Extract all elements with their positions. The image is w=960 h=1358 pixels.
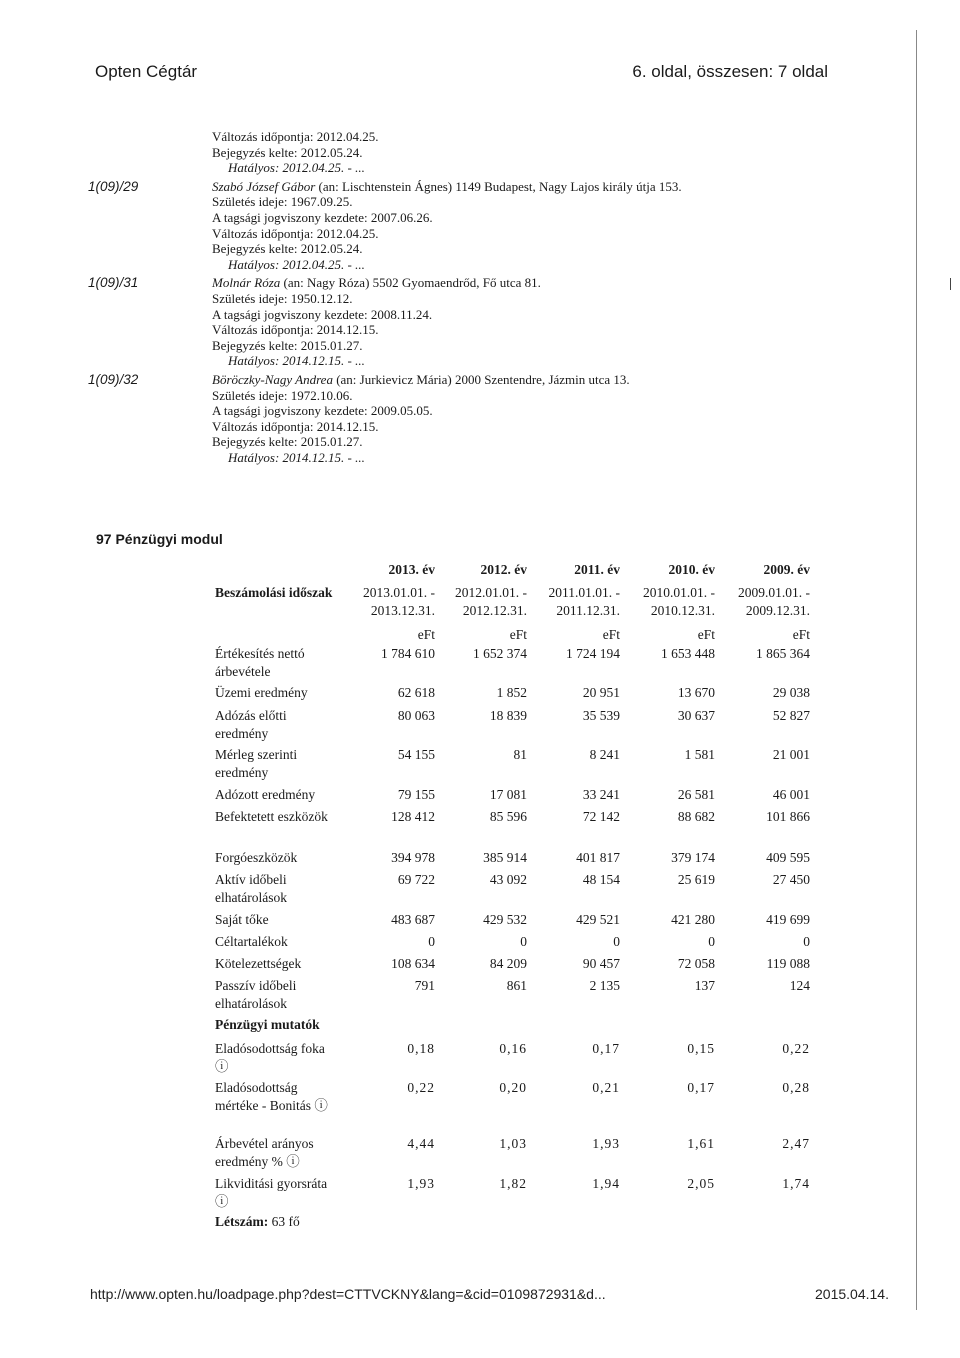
- period-to: 2011.12.31.: [556, 603, 620, 618]
- member-entry: [0, 179, 900, 273]
- year-header: 2011. év: [574, 562, 620, 577]
- row-value: 0,28: [782, 1080, 810, 1095]
- period-from: 2013.01.01. -: [363, 585, 435, 600]
- row-label: Adózott eredmény: [215, 787, 316, 802]
- entry-line: Bejegyzés kelte: 2015.01.27.: [212, 337, 363, 353]
- row-label: Saját tőke: [215, 912, 269, 927]
- row-value: 861: [506, 978, 527, 993]
- row-value: 46 001: [772, 787, 810, 802]
- row-value: 483 687: [391, 912, 435, 927]
- row-value: 21 001: [772, 747, 810, 762]
- row-label: Értékesítés nettó árbevétele: [215, 646, 305, 679]
- mutatok-title: Pénzügyi mutatók: [215, 1017, 320, 1032]
- row-value: 1 653 448: [661, 646, 715, 661]
- year-header: 2012. év: [480, 562, 527, 577]
- row-value: 1 581: [684, 747, 715, 762]
- member-details: (an: Jurkievicz Mária) 2000 Szentendre, Jázmin utca 13.: [332, 371, 630, 387]
- period-from: 2012.01.01. -: [455, 585, 527, 600]
- entry-line: A tagsági jogviszony kezdete: 2007.06.26.: [212, 209, 433, 225]
- row-label: Adózás előtti eredmény: [215, 708, 287, 741]
- row-value: 108 634: [391, 956, 435, 971]
- entry-line: Születés ideje: 1967.09.25.: [212, 194, 353, 210]
- row-value: 0: [803, 934, 810, 949]
- entry-code: 1(09)/32: [88, 371, 139, 387]
- period-to: 2012.12.31.: [462, 603, 527, 618]
- row-value: 25 619: [677, 872, 715, 887]
- row-value: 421 280: [671, 912, 715, 927]
- unit-label: eFt: [697, 627, 715, 642]
- unit-label: eFt: [417, 627, 435, 642]
- row-value: 88 682: [677, 809, 715, 824]
- row-value: 379 174: [671, 850, 715, 865]
- unit-label: eFt: [509, 627, 527, 642]
- entry-code: 1(09)/31: [88, 275, 139, 291]
- row-value: 1,74: [782, 1176, 810, 1191]
- row-value: 419 699: [766, 912, 810, 927]
- row-value: 90 457: [582, 956, 620, 971]
- row-label: Aktív időbeli elhatárolások: [215, 872, 287, 905]
- period-to: 2010.12.31.: [650, 603, 715, 618]
- section-title: 97 Pénzügyi modul: [96, 531, 223, 547]
- row-value: 394 978: [391, 850, 435, 865]
- row-value: 385 914: [483, 850, 527, 865]
- footer-date: 2015.04.14.: [815, 1286, 889, 1302]
- row-value: 1,82: [499, 1176, 527, 1191]
- row-label: Passzív időbeli elhatárolások: [215, 978, 297, 1011]
- member-entry: [0, 275, 900, 369]
- row-value: 0,16: [499, 1041, 527, 1056]
- row-value: 72 142: [582, 809, 620, 824]
- row-value: 429 521: [576, 912, 620, 927]
- entry-line: Változás időpontja: 2012.04.25.: [212, 225, 379, 241]
- row-value: 48 154: [582, 872, 620, 887]
- row-value: 0,15: [687, 1041, 715, 1056]
- row-label: Likviditási gyorsráta ⓘ: [215, 1176, 328, 1209]
- row-value: 409 595: [766, 850, 810, 865]
- row-value: 17 081: [489, 787, 527, 802]
- member-details: (an: Nagy Róza) 5502 Gyomaendrőd, Fő utca 81.: [280, 275, 541, 291]
- header-right: 6. oldal, összesen: 7 oldal: [632, 62, 828, 81]
- row-value: 1 865 364: [756, 646, 810, 661]
- row-value: 401 817: [576, 850, 620, 865]
- entry-hatalyos: Hatályos: 2012.04.25. - ...: [228, 160, 365, 176]
- row-value: 128 412: [391, 809, 435, 824]
- entry-line: Születés ideje: 1972.10.06.: [212, 387, 353, 403]
- row-value: 62 618: [397, 685, 435, 700]
- period-to: 2013.12.31.: [370, 603, 435, 618]
- period-from: 2009.01.01. -: [738, 585, 810, 600]
- footer-url[interactable]: http://www.opten.hu/loadpage.php?dest=CTTVCKNY&lang=&cid=0109872931&d...: [90, 1286, 606, 1302]
- entry-line: Születés ideje: 1950.12.12.: [212, 290, 353, 306]
- row-value: 0,22: [407, 1080, 435, 1095]
- row-value: 1,94: [592, 1176, 620, 1191]
- row-value: 429 532: [483, 912, 527, 927]
- row-label: Mérleg szerinti eredmény: [215, 747, 298, 780]
- row-value: 52 827: [772, 708, 810, 723]
- row-value: 69 722: [397, 872, 435, 887]
- row-value: 30 637: [677, 708, 715, 723]
- row-value: 43 092: [489, 872, 527, 887]
- row-value: 1 652 374: [473, 646, 527, 661]
- row-value: 13 670: [677, 685, 715, 700]
- row-label: Üzemi eredmény: [215, 685, 308, 700]
- entry-code: 1(09)/29: [88, 178, 139, 194]
- row-value: 0: [613, 934, 620, 949]
- row-value: 8 241: [589, 747, 620, 762]
- period-label: Beszámolási időszak: [215, 585, 333, 600]
- row-value: 101 866: [766, 809, 810, 824]
- entry-line: A tagsági jogviszony kezdete: 2008.11.24.: [212, 306, 433, 322]
- row-value: 79 155: [397, 787, 435, 802]
- row-value: 2 135: [589, 978, 620, 993]
- row-value: 29 038: [772, 685, 810, 700]
- row-value: 0: [428, 934, 435, 949]
- row-value: 80 063: [397, 708, 435, 723]
- header-left: Opten Cégtár: [95, 62, 198, 81]
- row-value: 18 839: [489, 708, 527, 723]
- entry-hatalyos: Hatályos: 2012.04.25. - ...: [228, 256, 365, 272]
- row-value: 1,03: [499, 1136, 527, 1151]
- entry-line: Változás időpontja: 2014.12.15.: [212, 418, 379, 434]
- row-value: 0,17: [592, 1041, 620, 1056]
- member-entry: [0, 372, 900, 466]
- row-value: 2,05: [687, 1176, 715, 1191]
- period-to: 2009.12.31.: [745, 603, 810, 618]
- row-value: 0: [708, 934, 715, 949]
- row-value: 1,61: [687, 1136, 715, 1151]
- row-value: 84 209: [489, 956, 527, 971]
- year-header: 2010. év: [668, 562, 715, 577]
- entry-hatalyos: Hatályos: 2014.12.15. - ...: [228, 353, 365, 369]
- row-value: 27 450: [772, 872, 810, 887]
- row-label: Eladósodottság foka ⓘ: [215, 1041, 325, 1074]
- row-value: 1,93: [592, 1136, 620, 1151]
- row-value: 124: [789, 978, 810, 993]
- letszam-label: Létszám:: [215, 1214, 269, 1229]
- member-entries: [0, 129, 900, 465]
- unit-label: eFt: [792, 627, 810, 642]
- row-value: 1 852: [496, 685, 527, 700]
- period-from: 2011.01.01. -: [548, 585, 620, 600]
- row-value: 1 784 610: [381, 646, 435, 661]
- row-value: 26 581: [677, 787, 715, 802]
- member-entry: [0, 129, 900, 176]
- unit-label: eFt: [602, 627, 620, 642]
- row-value: 119 088: [766, 956, 810, 971]
- row-value: 0,21: [592, 1080, 620, 1095]
- row-value: 4,44: [407, 1136, 435, 1151]
- entry-hatalyos: Hatályos: 2014.12.15. - ...: [228, 449, 365, 465]
- entry-line: Változás időpontja: 2012.04.25.: [212, 129, 379, 144]
- row-value: 1 724 194: [566, 646, 620, 661]
- row-label: Kötelezettségek: [215, 956, 302, 971]
- margin-line: [916, 30, 917, 1310]
- row-label: Árbevétel arányos eredmény % ⓘ: [215, 1136, 314, 1169]
- row-value: 0,20: [499, 1080, 527, 1095]
- row-label: Befektetett eszközök: [215, 809, 328, 824]
- row-value: 0,22: [782, 1041, 810, 1056]
- row-value: 0: [520, 934, 527, 949]
- row-label: Eladósodottság mértéke - Bonitás ⓘ: [215, 1080, 328, 1113]
- entry-line: Bejegyzés kelte: 2012.05.24.: [212, 241, 363, 257]
- row-value: 33 241: [582, 787, 620, 802]
- row-value: 0,17: [687, 1080, 715, 1095]
- letszam-value: 63 fő: [271, 1214, 300, 1229]
- row-value: 35 539: [582, 708, 620, 723]
- entry-line: A tagsági jogviszony kezdete: 2009.05.05.: [212, 403, 433, 419]
- footer: [90, 1286, 889, 1302]
- row-label: Céltartalékok: [215, 934, 288, 949]
- member-name: Böröczky-Nagy Andrea: [212, 371, 333, 387]
- member-name: Molnár Róza: [212, 275, 281, 291]
- row-value: 20 951: [582, 685, 620, 700]
- row-value: 72 058: [677, 956, 715, 971]
- row-value: 54 155: [397, 747, 435, 762]
- member-details: (an: Lischtenstein Ágnes) 1149 Budapest, Nagy Lajos király útja 153.: [315, 178, 682, 194]
- row-value: 85 596: [489, 809, 527, 824]
- row-value: 137: [694, 978, 715, 993]
- entry-line: Változás időpontja: 2014.12.15.: [212, 322, 379, 338]
- year-header: 2013. év: [388, 562, 435, 577]
- entry-line: Bejegyzés kelte: 2012.05.24.: [212, 144, 363, 160]
- row-value: 1,93: [407, 1176, 435, 1191]
- row-value: 0,18: [407, 1041, 435, 1056]
- year-header: 2009. év: [763, 562, 810, 577]
- row-label: Forgóeszközök: [215, 850, 298, 865]
- entry-line: Bejegyzés kelte: 2015.01.27.: [212, 434, 363, 450]
- row-value: 81: [513, 747, 527, 762]
- period-from: 2010.01.01. -: [643, 585, 715, 600]
- margin-tick: [950, 278, 951, 290]
- row-value: 791: [414, 978, 435, 993]
- row-value: 2,47: [782, 1136, 810, 1151]
- member-name: Szabó József Gábor: [212, 178, 316, 194]
